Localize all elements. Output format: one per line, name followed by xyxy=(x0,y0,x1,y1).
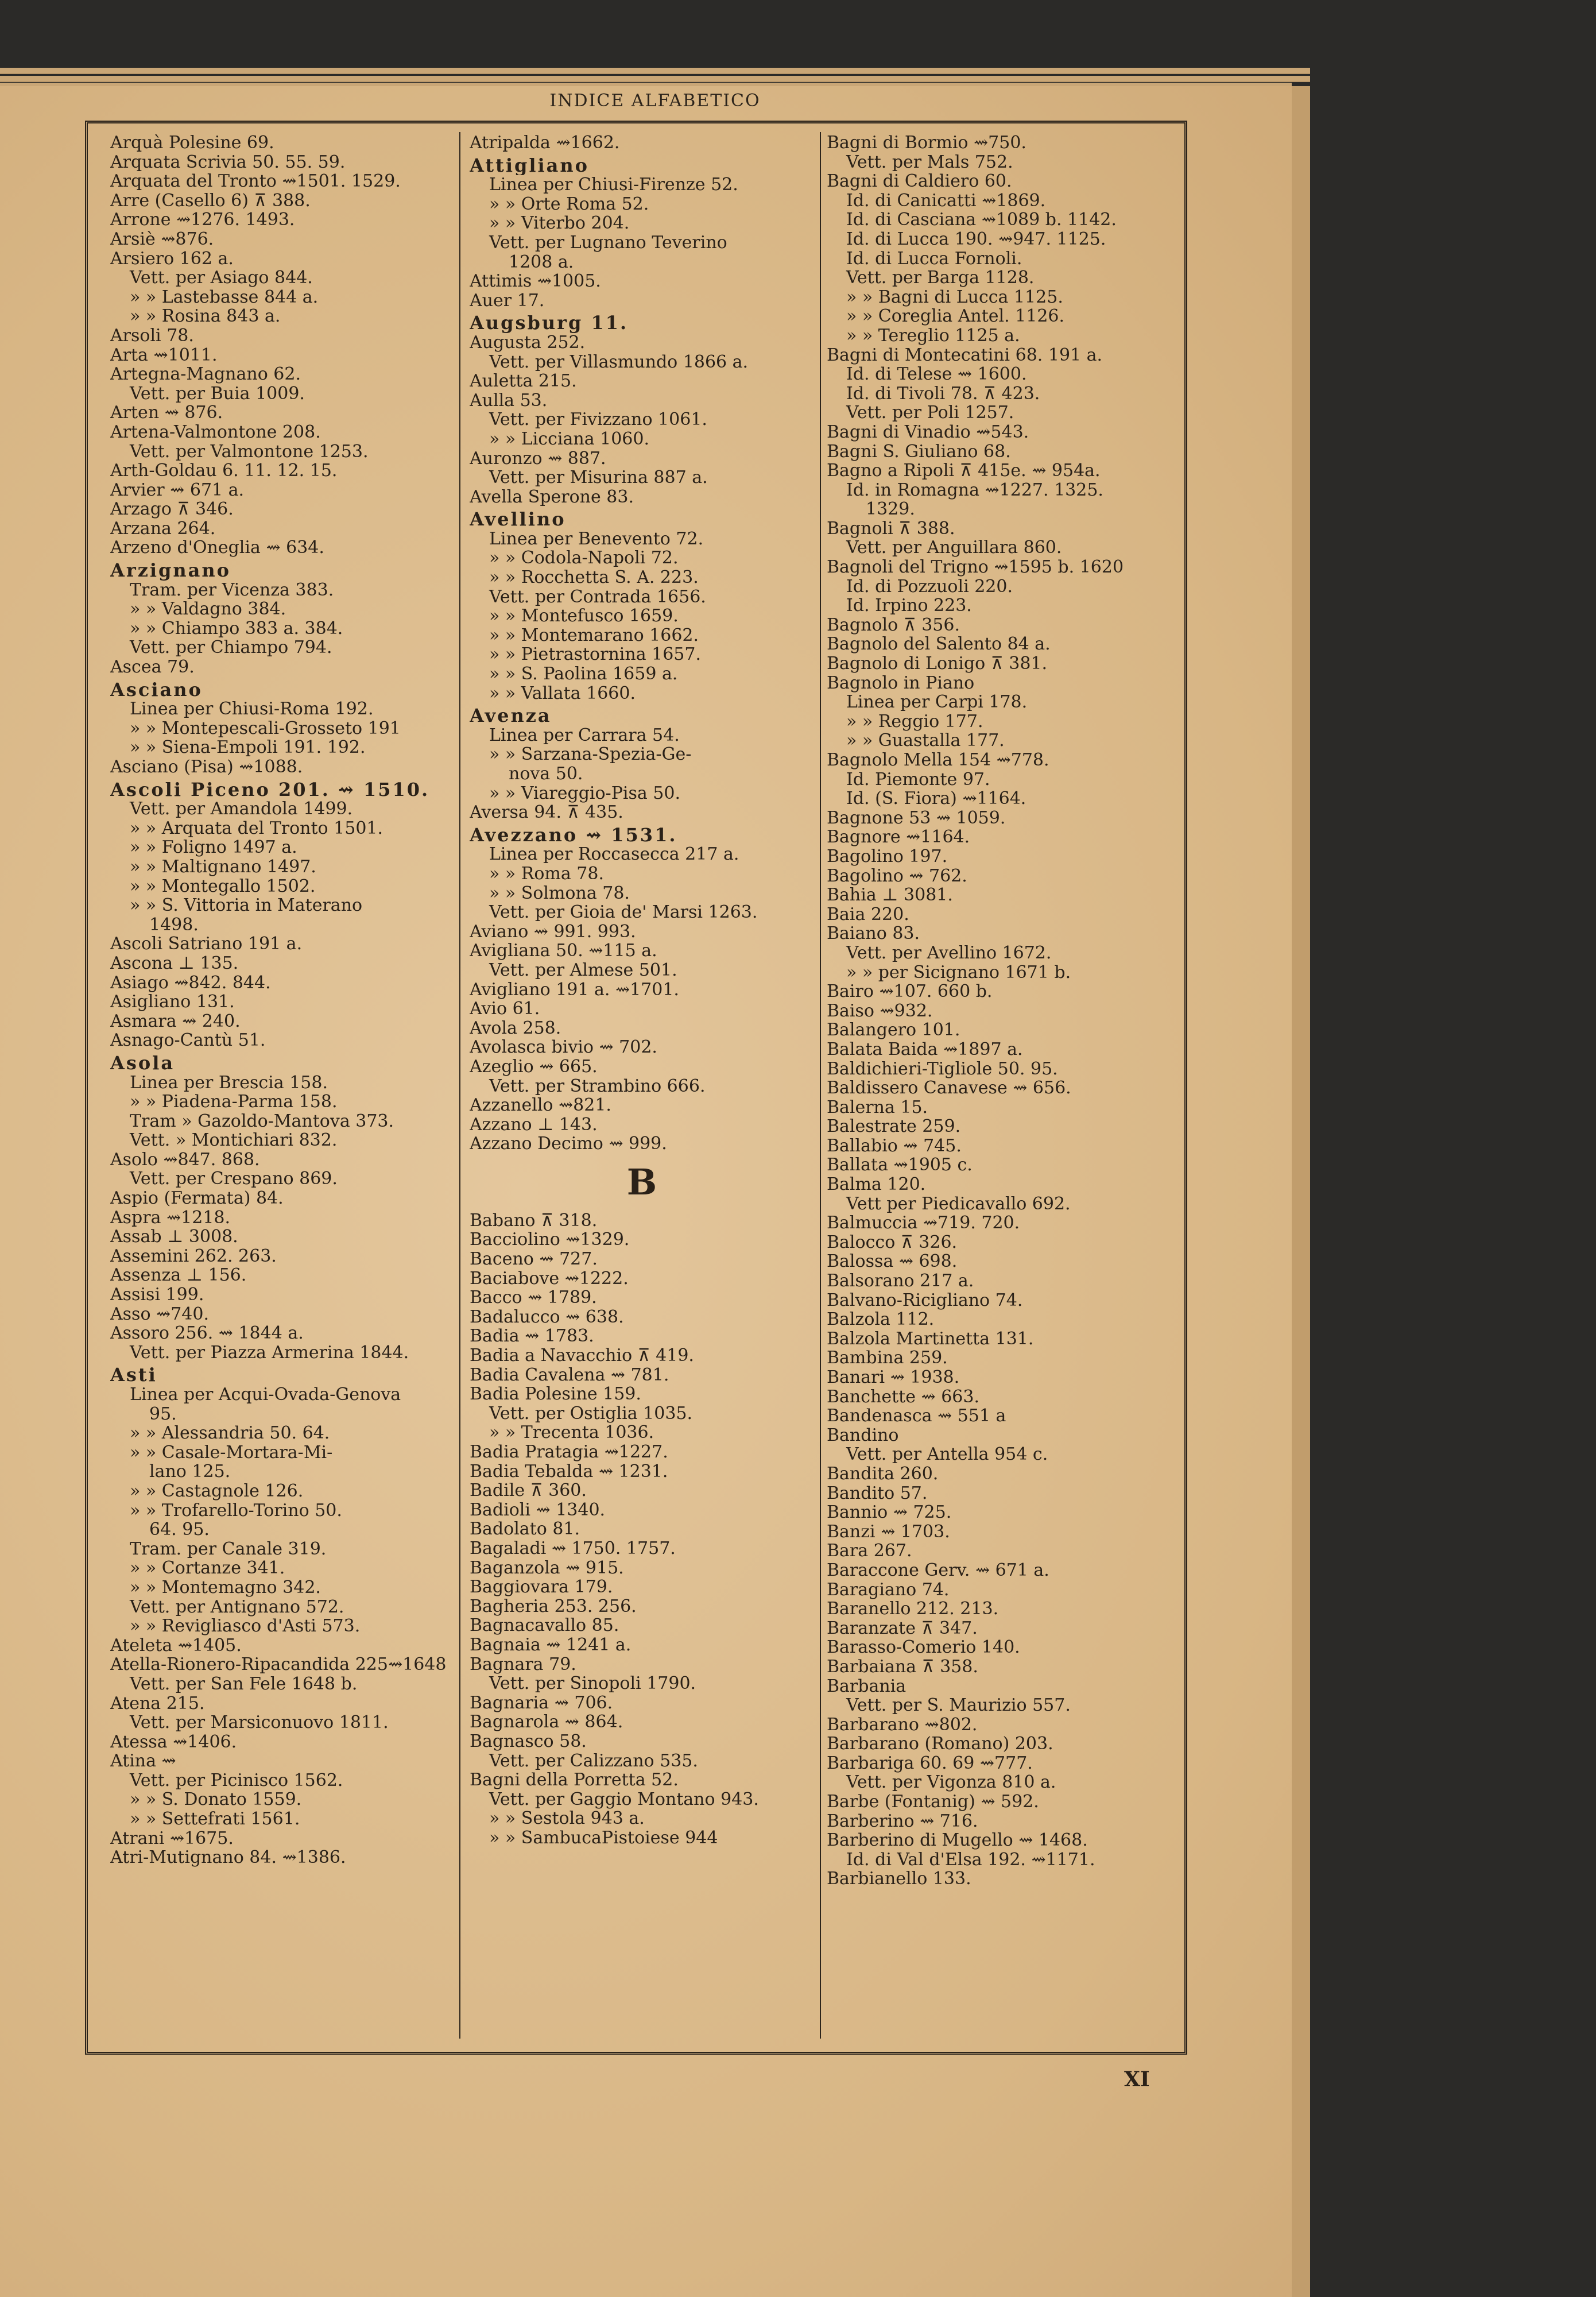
index-entry: Bagnara 79. xyxy=(470,1654,576,1675)
index-entry: Ascoli Satriano 191 a. xyxy=(110,934,303,954)
index-entry: 1498. xyxy=(149,915,199,935)
index-entry: Azeglio ⇝ 665. xyxy=(470,1057,598,1077)
index-entry: Vett. per Gaggio Montano 943. xyxy=(489,1789,759,1809)
index-heading: Avezzano ⇝ 1531. xyxy=(470,825,677,845)
index-entry: » » S. Paolina 1659 a. xyxy=(489,664,678,684)
index-entry: Babano ⊼ 318. xyxy=(470,1211,598,1231)
index-entry: Badia Polesine 159. xyxy=(470,1385,641,1404)
index-entry: » » Guastalla 177. xyxy=(846,731,1005,751)
index-entry: Arzeno d'Oneglia ⇝ 634. xyxy=(110,538,324,558)
index-entry: Badolato 81. xyxy=(470,1519,580,1539)
index-entry: Badile ⊼ 360. xyxy=(470,1481,587,1501)
index-entry: Avigliana 50. ⇝115 a. xyxy=(470,941,657,961)
index-entry: Vett. per Strambino 666. xyxy=(489,1076,706,1096)
index-entry: » » S. Donato 1559. xyxy=(130,1790,302,1810)
index-entry: Bagni di Caldiero 60. xyxy=(827,172,1012,191)
index-entry: Id. di Canicatti ⇝1869. xyxy=(846,191,1046,211)
index-entry: Badia Pratagia ⇝1227. xyxy=(470,1443,668,1462)
index-entry: Arvier ⇝ 671 a. xyxy=(110,480,245,500)
index-entry: Baragiano 74. xyxy=(827,1580,950,1600)
index-entry: Ateleta ⇝1405. xyxy=(110,1635,242,1656)
index-entry: » » Sestola 943 a. xyxy=(489,1809,645,1828)
index-entry: Asolo ⇝847. 868. xyxy=(110,1150,260,1170)
index-entry: Id. di Val d'Elsa 192. ⇝1171. xyxy=(846,1850,1095,1870)
index-entry: Tram » Gazoldo-Mantova 373. xyxy=(130,1111,394,1131)
index-entry: » » Montegallo 1502. xyxy=(130,876,316,896)
page-right-edge xyxy=(1292,86,1310,2297)
index-entry: Baciabove ⇝1222. xyxy=(470,1269,629,1289)
index-entry: » » Rosina 843 a. xyxy=(130,307,281,326)
index-entry: Linea per Acqui-Ovada-Genova xyxy=(130,1385,401,1405)
index-heading: Arzignano xyxy=(110,561,231,581)
index-entry: Auletta 215. xyxy=(470,372,577,391)
index-heading: Avenza xyxy=(470,706,552,726)
index-entry: Bagnoli del Trigno ⇝1595 b. 1620 xyxy=(827,558,1124,577)
index-entry: Balerna 15. xyxy=(827,1097,928,1117)
index-entry: Bagni di Bormio ⇝750. xyxy=(827,133,1026,153)
index-column-2 xyxy=(470,133,814,2040)
index-entry: » » Trofarello-Torino 50. xyxy=(130,1501,342,1521)
column-divider xyxy=(459,132,460,2039)
index-entry: » » Piadena-Parma 158. xyxy=(130,1092,338,1112)
index-entry: » » Chiampo 383 a. 384. xyxy=(130,618,343,639)
index-entry: 1208 a. xyxy=(509,252,574,272)
index-entry: » » Codola-Napoli 72. xyxy=(489,548,679,569)
index-entry: Bagnone 53 ⇝ 1059. xyxy=(827,808,1006,828)
index-entry: Asmara ⇝ 240. xyxy=(110,1011,241,1031)
index-entry: Bairo ⇝107. 660 b. xyxy=(827,982,993,1001)
index-entry: Arsoli 78. xyxy=(110,326,194,346)
index-entry: » » Montemarano 1662. xyxy=(489,625,699,645)
index-entry: Bagnaria ⇝ 706. xyxy=(470,1693,613,1713)
index-entry: Atena 215. xyxy=(110,1693,205,1714)
index-entry: Bara 267. xyxy=(827,1541,912,1561)
index-entry: Assisi 199. xyxy=(110,1285,204,1305)
index-entry: » » Trecenta 1036. xyxy=(489,1423,654,1443)
index-entry: Assenza ⊥ 156. xyxy=(110,1266,247,1286)
index-entry: Vett. per Marsiconuovo 1811. xyxy=(130,1713,389,1733)
index-entry: Bagnolo di Lonigo ⊼ 381. xyxy=(827,654,1048,674)
page-stack-edge xyxy=(0,76,1310,82)
index-entry: Bagni della Porretta 52. xyxy=(470,1770,679,1790)
index-entry: Vett. per Lugnano Teverino xyxy=(489,233,727,253)
index-entry: Attimis ⇝1005. xyxy=(470,272,601,291)
index-entry: Barbarano ⇝802. xyxy=(827,1715,978,1735)
index-entry: Vett. per Gioia de' Marsi 1263. xyxy=(489,903,758,922)
index-entry: Bagnacavallo 85. xyxy=(470,1616,619,1635)
index-heading: Asciano xyxy=(110,680,203,700)
index-entry: Bagnolo del Salento 84 a. xyxy=(827,635,1051,655)
index-entry: Bagnasco 58. xyxy=(470,1731,587,1751)
index-entry: Bagaladi ⇝ 1750. 1757. xyxy=(470,1538,676,1559)
index-entry: Barasso-Comerio 140. xyxy=(827,1638,1020,1657)
index-entry: » » Montefusco 1659. xyxy=(489,606,679,626)
index-entry: Vett. per Buia 1009. xyxy=(130,384,305,404)
index-entry: Id. (S. Fiora) ⇝1164. xyxy=(846,789,1026,809)
index-entry: Barbania xyxy=(827,1676,907,1696)
index-entry: Bagno a Ripoli ⊼ 415e. ⇝ 954a. xyxy=(827,461,1101,481)
index-entry: Balzola 112. xyxy=(827,1310,935,1329)
page-header: INDICE ALFABETICO xyxy=(549,91,761,111)
index-entry: Aversa 94. ⊼ 435. xyxy=(470,803,623,822)
index-entry: Arta ⇝1011. xyxy=(110,345,218,365)
index-entry: Id. Piemonte 97. xyxy=(846,769,990,790)
index-entry: » » Castagnole 126. xyxy=(130,1481,304,1501)
index-entry: Bagnarola ⇝ 864. xyxy=(470,1712,623,1732)
index-entry: Assemini 262. 263. xyxy=(110,1246,277,1266)
index-entry: » » Vallata 1660. xyxy=(489,683,636,703)
index-entry: Banchette ⇝ 663. xyxy=(827,1387,980,1407)
index-entry: » » per Sicignano 1671 b. xyxy=(846,962,1071,983)
index-entry: Vett. per Antignano 572. xyxy=(130,1597,344,1617)
index-column-1 xyxy=(110,133,455,2040)
index-entry: » » Lastebasse 844 a. xyxy=(130,287,319,307)
index-entry: » » Tereglio 1125 a. xyxy=(846,326,1020,346)
index-entry: Atella-Rionero-Ripacandida 225⇝1648 xyxy=(110,1655,447,1675)
index-entry: Arquata del Tronto ⇝1501. 1529. xyxy=(110,172,401,191)
index-entry: Balma 120. xyxy=(827,1175,926,1194)
index-entry: Bandino xyxy=(827,1425,899,1445)
index-entry: Aulla 53. xyxy=(470,390,548,411)
section-letter: B xyxy=(626,1161,657,1203)
index-entry: Avola 258. xyxy=(470,1018,561,1038)
index-entry: Bagnaia ⇝ 1241 a. xyxy=(470,1635,632,1655)
index-entry: Linea per Benevento 72. xyxy=(489,529,704,549)
index-entry: Avolasca bivio ⇝ 702. xyxy=(470,1038,657,1057)
index-entry: Bannio ⇝ 725. xyxy=(827,1503,952,1522)
index-entry: Vett. per Sinopoli 1790. xyxy=(489,1674,696,1693)
index-entry: Balocco ⊼ 326. xyxy=(827,1232,958,1252)
index-entry: Barbe (Fontanig) ⇝ 592. xyxy=(827,1792,1039,1812)
index-entry: Assoro 256. ⇝ 1844 a. xyxy=(110,1324,304,1343)
index-heading: Augsburg 11. xyxy=(470,314,629,333)
index-entry: Vett. per Valmontone 1253. xyxy=(130,442,369,462)
index-entry: Ascea 79. xyxy=(110,658,195,677)
index-entry: » » Reggio 177. xyxy=(846,711,983,732)
index-entry: » » Revigliasco d'Asti 573. xyxy=(130,1617,361,1636)
index-entry: Baldichieri-Tigliole 50. 95. xyxy=(827,1059,1058,1079)
index-entry: Barbarano (Romano) 203. xyxy=(827,1734,1053,1754)
index-entry: Balmuccia ⇝719. 720. xyxy=(827,1213,1020,1233)
index-entry: Badia Tebalda ⇝ 1231. xyxy=(470,1461,668,1482)
index-entry: Bagnolo in Piano xyxy=(827,673,975,693)
index-entry: Badioli ⇝ 1340. xyxy=(470,1500,606,1520)
index-entry: Arquata Scrivia 50. 55. 59. xyxy=(110,152,346,172)
index-entry: Vett. per Contrada 1656. xyxy=(489,587,706,607)
index-entry: Vett. per Barga 1128. xyxy=(846,268,1035,288)
page-stack-edge xyxy=(0,68,1310,74)
index-entry: Barbianello 133. xyxy=(827,1869,971,1889)
index-entry: Aviano ⇝ 991. 993. xyxy=(470,922,636,942)
index-entry: Bagheria 253. 256. xyxy=(470,1596,637,1617)
index-entry: Asso ⇝740. xyxy=(110,1304,209,1324)
index-entry: Azzanello ⇝821. xyxy=(470,1096,611,1115)
index-entry: Barberino di Mugello ⇝ 1468. xyxy=(827,1831,1088,1850)
index-entry: Vett per Piedicavallo 692. xyxy=(846,1194,1071,1214)
index-entry: Avella Sperone 83. xyxy=(470,487,634,507)
index-heading: Avellino xyxy=(470,510,566,529)
index-entry: » » Montepescali-Grosseto 191 xyxy=(130,718,401,738)
index-entry: Arzago ⊼ 346. xyxy=(110,500,234,519)
index-entry: 64. 95. xyxy=(149,1520,210,1540)
index-entry: Arquà Polesine 69. xyxy=(110,133,274,153)
index-entry: Avigliano 191 a. ⇝1701. xyxy=(470,980,679,1000)
index-entry: Balangero 101. xyxy=(827,1020,960,1040)
index-entry: Vett. per Antella 954 c. xyxy=(846,1445,1048,1464)
index-entry: Baganzola ⇝ 915. xyxy=(470,1558,624,1578)
index-entry: Bacco ⇝ 1789. xyxy=(470,1288,597,1308)
index-entry: Balsorano 217 a. xyxy=(827,1271,974,1291)
index-entry: Balzola Martinetta 131. xyxy=(827,1329,1034,1349)
index-entry: Vett. per Avellino 1672. xyxy=(846,943,1052,963)
index-entry: Aspio (Fermata) 84. xyxy=(110,1189,284,1208)
index-entry: Badalucco ⇝ 638. xyxy=(470,1307,624,1327)
index-entry: » » Arquata del Tronto 1501. xyxy=(130,818,383,838)
index-entry: Arth-Goldau 6. 11. 12. 15. xyxy=(110,461,338,481)
index-entry: Atina ⇝ xyxy=(110,1751,176,1771)
index-entry: Vett. per Asiago 844. xyxy=(130,268,313,288)
index-entry: Baceno ⇝ 727. xyxy=(470,1250,598,1269)
index-entry: Auer 17. xyxy=(470,291,545,311)
index-entry: Vett. per Mals 752. xyxy=(846,152,1013,172)
index-entry: Bagnore ⇝1164. xyxy=(827,827,970,847)
index-heading: Asola xyxy=(110,1053,175,1073)
index-entry: Balata Baida ⇝1897 a. xyxy=(827,1039,1023,1059)
index-entry: » » Maltignano 1497. xyxy=(130,857,316,877)
index-entry: Vett. per Amandola 1499. xyxy=(130,799,353,819)
index-entry: Barbariga 60. 69 ⇝777. xyxy=(827,1753,1033,1773)
index-entry: Linea per Brescia 158. xyxy=(130,1073,328,1093)
index-entry: Bahia ⊥ 3081. xyxy=(827,885,953,905)
index-entry: Vett. per San Fele 1648 b. xyxy=(130,1674,358,1694)
index-entry: Auronzo ⇝ 887. xyxy=(470,448,606,469)
index-entry: Baranello 212. 213. xyxy=(827,1599,999,1619)
index-heading: Attigliano xyxy=(470,156,590,176)
index-entry: Vett. per Almese 501. xyxy=(489,960,677,980)
index-entry: » » Foligno 1497 a. xyxy=(130,838,297,857)
index-entry: Ascona ⊥ 135. xyxy=(110,953,239,973)
index-entry: Linea per Roccasecca 217 a. xyxy=(489,845,739,864)
index-entry: Atessa ⇝1406. xyxy=(110,1732,237,1752)
index-entry: Vett. per Vigonza 810 a. xyxy=(846,1773,1056,1793)
index-column-3 xyxy=(827,133,1171,2040)
index-entry: Tram. per Vicenza 383. xyxy=(130,580,334,600)
index-entry: Baiso ⇝932. xyxy=(827,1001,933,1021)
index-entry: » » Settefrati 1561. xyxy=(130,1809,300,1829)
index-entry: Vett. per Calizzano 535. xyxy=(489,1751,698,1771)
index-entry: Artegna-Magnano 62. xyxy=(110,365,301,384)
index-entry: Bandenasca ⇝ 551 a xyxy=(827,1406,1006,1426)
index-entry: Ballata ⇝1905 c. xyxy=(827,1155,973,1175)
index-entry: Bagnoli ⊼ 388. xyxy=(827,519,955,539)
index-entry: 1329. xyxy=(866,500,915,519)
index-entry: Vett. per Ostiglia 1035. xyxy=(489,1403,693,1424)
index-entry: Arrone ⇝1276. 1493. xyxy=(110,210,295,230)
index-entry: Bandito 57. xyxy=(827,1483,928,1503)
index-entry: Id. di Telese ⇝ 1600. xyxy=(846,365,1027,384)
index-entry: Vett. per Piazza Armerina 1844. xyxy=(130,1343,409,1363)
index-entry: Bambina 259. xyxy=(827,1348,948,1368)
index-entry: » » Bagni di Lucca 1125. xyxy=(846,287,1063,307)
index-entry: » » Viareggio-Pisa 50. xyxy=(489,783,681,803)
index-entry: Bagni di Montecatini 68. 191 a. xyxy=(827,345,1103,365)
index-entry: Id. in Romagna ⇝1227. 1325. xyxy=(846,480,1103,500)
index-entry: Vett. per Misurina 887 a. xyxy=(489,468,708,488)
index-entry: Azzano ⊥ 143. xyxy=(470,1115,598,1135)
index-heading: Asti xyxy=(110,1366,157,1385)
index-entry: Baranzate ⊼ 347. xyxy=(827,1618,978,1638)
index-entry: Bagni di Vinadio ⇝543. xyxy=(827,422,1029,442)
index-entry: » » Valdagno 384. xyxy=(130,600,286,619)
index-entry: » » Sarzana-Spezia-Ge- xyxy=(489,745,692,764)
index-entry: Id. di Tivoli 78. ⊼ 423. xyxy=(846,384,1040,404)
index-entry: Asnago-Cantù 51. xyxy=(110,1031,266,1050)
index-entry: Linea per Chiusi-Firenze 52. xyxy=(489,175,738,195)
index-entry: Badia a Navacchio ⊼ 419. xyxy=(470,1346,694,1366)
index-entry: Balvano-Ricigliano 74. xyxy=(827,1290,1023,1310)
index-entry: » » Licciana 1060. xyxy=(489,429,650,449)
index-entry: Linea per Carpi 178. xyxy=(846,693,1028,712)
index-entry: Bagolino ⇝ 762. xyxy=(827,866,967,886)
index-entry: Barberino ⇝ 716. xyxy=(827,1811,978,1831)
index-entry: Tram. per Canale 319. xyxy=(130,1539,327,1559)
index-entry: » » Cortanze 341. xyxy=(130,1559,285,1578)
index-entry: Bagni S. Giuliano 68. xyxy=(827,442,1011,462)
index-entry: » » Alessandria 50. 64. xyxy=(130,1424,330,1443)
index-entry: Id. di Casciana ⇝1089 b. 1142. xyxy=(846,210,1117,230)
index-entry: » » Orte Roma 52. xyxy=(489,194,649,214)
index-heading: Ascoli Piceno 201. ⇝ 1510. xyxy=(110,780,430,800)
index-entry: Atripalda ⇝1662. xyxy=(470,133,620,153)
index-entry: Artena-Valmontone 208. xyxy=(110,422,321,442)
index-entry: Atri-Mutignano 84. ⇝1386. xyxy=(110,1848,346,1867)
index-entry: Balossa ⇝ 698. xyxy=(827,1252,958,1272)
index-entry: Baraccone Gerv. ⇝ 671 a. xyxy=(827,1560,1049,1580)
index-entry: Bagnolo Mella 154 ⇝778. xyxy=(827,751,1049,770)
index-entry: Baia 220. xyxy=(827,904,909,925)
index-entry: » » SambucaPistoiese 944 xyxy=(489,1828,718,1848)
index-entry: Bagolino 197. xyxy=(827,846,948,867)
index-entry: » » Montemagno 342. xyxy=(130,1577,321,1598)
index-entry: Arzana 264. xyxy=(110,519,216,539)
index-entry: Arre (Casello 6) ⊼ 388. xyxy=(110,191,311,211)
index-entry: Bagnolo ⊼ 356. xyxy=(827,615,960,635)
index-entry: Id. Irpino 223. xyxy=(846,596,972,616)
index-entry: Azzano Decimo ⇝ 999. xyxy=(470,1134,667,1154)
index-entry: 95. xyxy=(149,1404,177,1424)
index-entry: Baiano 83. xyxy=(827,924,920,943)
index-entry: Arsiè ⇝876. xyxy=(110,229,214,249)
index-entry: Arsiero 162 a. xyxy=(110,249,234,269)
index-entry: Aspra ⇝1218. xyxy=(110,1208,231,1228)
index-entry: Atrani ⇝1675. xyxy=(110,1828,234,1849)
index-entry: Assab ⊥ 3008. xyxy=(110,1227,238,1247)
index-entry: Bandita 260. xyxy=(827,1464,939,1484)
index-entry: Banari ⇝ 1938. xyxy=(827,1368,960,1387)
index-entry: Asciano (Pisa) ⇝1088. xyxy=(110,757,303,777)
page-number: XI xyxy=(1124,2067,1150,2091)
index-entry: Vett. per Villasmundo 1866 a. xyxy=(489,352,749,372)
index-entry: Baldissero Canavese ⇝ 656. xyxy=(827,1078,1071,1098)
index-entry: Arten ⇝ 876. xyxy=(110,403,223,423)
index-entry: Id. di Pozzuoli 220. xyxy=(846,577,1013,597)
index-entry: » » Coreglia Antel. 1126. xyxy=(846,307,1065,326)
index-entry: Avio 61. xyxy=(470,999,540,1019)
index-entry: » » Rocchetta S. A. 223. xyxy=(489,568,699,587)
index-entry: Badia Cavalena ⇝ 781. xyxy=(470,1365,669,1385)
column-divider xyxy=(820,132,821,2039)
index-entry: » » Roma 78. xyxy=(489,864,605,884)
index-entry: Id. di Lucca Fornoli. xyxy=(846,249,1022,269)
index-entry: » » Pietrastornina 1657. xyxy=(489,645,701,665)
index-entry: Vett. per Fivizzano 1061. xyxy=(489,410,707,430)
index-entry: Linea per Carrara 54. xyxy=(489,725,680,745)
index-entry: Augusta 252. xyxy=(470,332,586,353)
index-entry: Ballabio ⇝ 745. xyxy=(827,1136,962,1156)
index-entry: » » S. Vittoria in Materano xyxy=(130,896,363,915)
index-entry: Id. di Lucca 190. ⇝947. 1125. xyxy=(846,229,1106,249)
index-entry: Asiago ⇝842. 844. xyxy=(110,973,271,993)
index-entry: Vett. per Poli 1257. xyxy=(846,403,1014,423)
index-entry: Linea per Chiusi-Roma 192. xyxy=(130,699,374,719)
index-entry: » » Viterbo 204. xyxy=(489,214,630,233)
index-entry: nova 50. xyxy=(509,764,583,784)
index-entry: Banzi ⇝ 1703. xyxy=(827,1522,950,1542)
index-entry: Vett. per Anguillara 860. xyxy=(846,538,1062,558)
index-entry: Vett. per Crespano 869. xyxy=(130,1169,338,1189)
index-entry: lano 125. xyxy=(149,1462,231,1482)
index-entry: Asigliano 131. xyxy=(110,992,235,1012)
index-entry: Vett. » Montichiari 832. xyxy=(130,1131,338,1150)
index-entry: Barbaiana ⊼ 358. xyxy=(827,1657,978,1677)
index-entry: Vett. per Picinisco 1562. xyxy=(130,1770,343,1791)
index-entry: Vett. per S. Maurizio 557. xyxy=(846,1696,1071,1715)
index-entry: » » Solmona 78. xyxy=(489,883,630,903)
index-entry: Bacciolino ⇝1329. xyxy=(470,1230,630,1250)
index-entry: » » Siena-Empoli 191. 192. xyxy=(130,738,366,757)
index-entry: Balestrate 259. xyxy=(827,1117,961,1136)
index-entry: » » Casale-Mortara-Mi- xyxy=(130,1443,333,1463)
index-entry: Badia ⇝ 1783. xyxy=(470,1327,594,1347)
index-entry: Vett. per Chiampo 794. xyxy=(130,638,332,658)
index-entry: Baggiovara 179. xyxy=(470,1577,613,1597)
